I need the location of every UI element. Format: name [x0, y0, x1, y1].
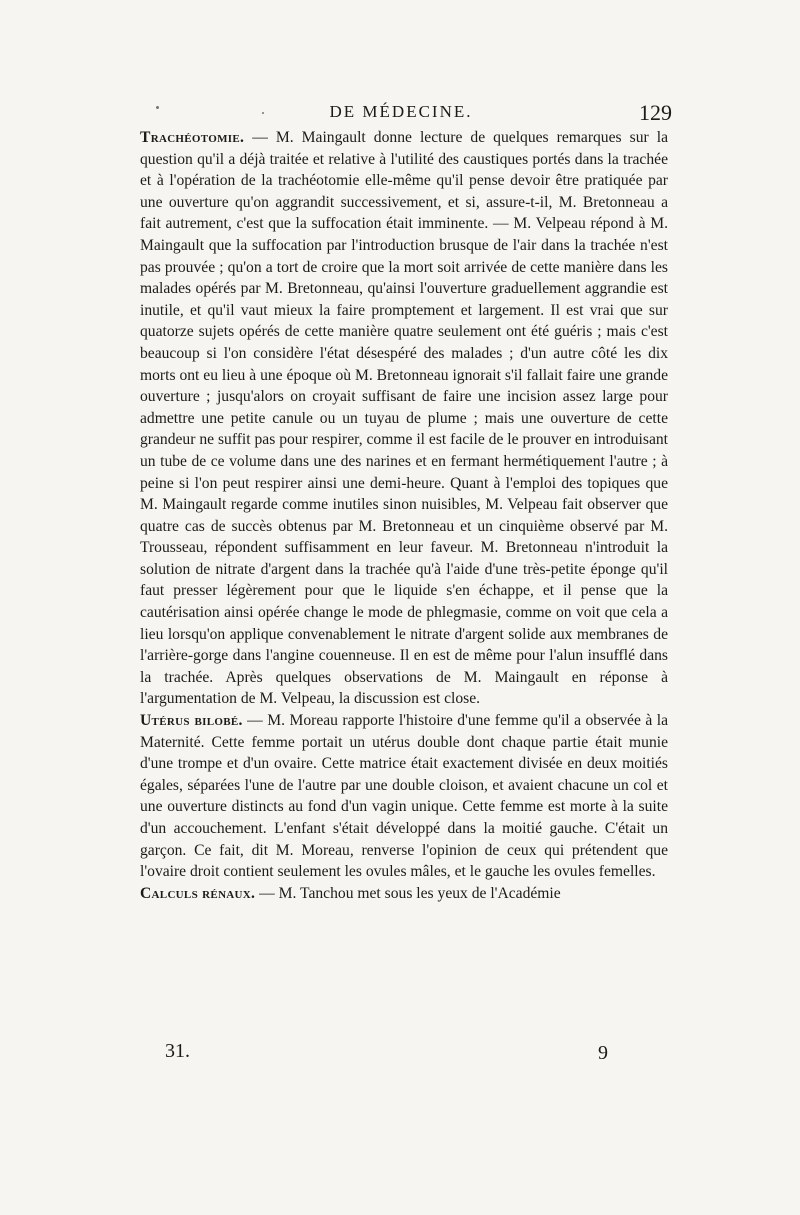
signature-mark-left: 31.	[165, 1040, 190, 1062]
section-lead-calculs-renaux: Calculs rénaux.	[140, 884, 256, 902]
body-text	[140, 127, 668, 904]
running-head	[130, 100, 672, 130]
paragraph-text: — M. Moreau rapporte l'histoire d'une femme qu'il a observée à la Maternité. Cette femme portait un utérus double dont chaque partie était munie d'une trompe et d'un ovaire. Cette matrice était exactement divisée en deux moitiés égales, séparées l'une de l'autre par une double cloison, et avaient chacune un col et une ouverture distincts au fond d'un vagin unique. Cette femme est morte à la suite d'un accouchement. L'enfant s'était développé dans la moitié gauche. C'était un garçon. Ce fait, dit M. Moreau, renverse l'opinion de ceux qui prétendent que l'ovaire droit contient seulement les ovules mâles, et le gauche les ovules femelles.	[140, 712, 669, 881]
signature-mark-right: 9	[598, 1042, 608, 1064]
running-title: DE MÉDECINE.	[329, 102, 473, 121]
paragraph-text: — M. Tanchou met sous les yeux de l'Académie	[255, 884, 561, 902]
page-number: 129	[639, 100, 672, 125]
section-lead-uterus-bilobe: Utérus bilobé.	[140, 712, 243, 730]
section-lead-tracheotomie: Trachéotomie.	[140, 129, 245, 146]
paragraph-text: — M. Maingault donne lecture de quelques remarques sur la question qu'il a déjà traitée et relative à l'utilité des caustiques portés dans la trachée et à l'opération de la trachéotomie elle-même qu'il pense devoir être pratiquée par une ouverture qu'on aggrandit successivement, et si, assure-t-il, M. Bretonneau a fait autrement, c'est que la suffocation était imminente. — M. Velpeau répond à M. Maingault que la suffocation par l'introduction brusque de l'air dans la trachée n'est pas prouvée ; qu'on a tort de croire que la mort soit arrivée de cette manière dans les malades opérés par M. Bretonneau, qu'ainsi l'ouverture graduellement aggrandie est inutile, et qu'il vaut mieux la faire promptement et largement. Il est vrai que sur quatorze sujets opérés de cette manière quatre seulement ont été guéris ; mais c'est beaucoup si l'on considère l'état désespéré des malades ; d'un autre côté les dix morts ont eu lieu à une époque où M. Bretonneau ignorait s'il fallait faire une grande ouverture ; jusqu'alors on croyait suffisant de faire une incision assez large pour admettre une petite canule ou un tuyau de plume ; mais une ouverture de cette grandeur ne suffit pas pour respirer, comme il est facile de le prouver en introduisant un tube de ce volume dans une des narines et en fermant hermétiquement l'autre ; à peine si l'on peut respirer ainsi une demi-heure. Quant à l'emploi des topiques que M. Maingault regarde comme inutiles sinon nuisibles, M. Velpeau fait observer que quatre cas de succès obtenus par M. Bretonneau et un cinquième observé par M. Trousseau, répondent suffisamment en leur faveur. M. Bretonneau n'introduit la solution de nitrate d'argent dans la trachée qu'à l'aide d'une très-petite éponge qu'il faut presser légèrement pour que le liquide s'en échappe, et il pense que la cautérisation ainsi opérée change le mode de phlegmasie, comme on voit que cela a lieu lorsqu'on applique convenablement le nitrate d'argent solide aux membranes de l'arrière-gorge dans l'angine couenneuse. Il en est de même pour l'alun insufflé dans la trachée. Après quelques observations de M. Maingault en réponse à l'argumentation de M. Velpeau, la discussion est close.	[140, 129, 668, 708]
paragraph-uterus-bilobe	[140, 710, 668, 883]
paragraph-tracheotomie	[140, 127, 668, 710]
paragraph-calculs-renaux	[140, 883, 668, 905]
ink-speck	[156, 106, 159, 109]
page-footer	[165, 1040, 608, 1070]
ink-speck	[262, 112, 264, 114]
